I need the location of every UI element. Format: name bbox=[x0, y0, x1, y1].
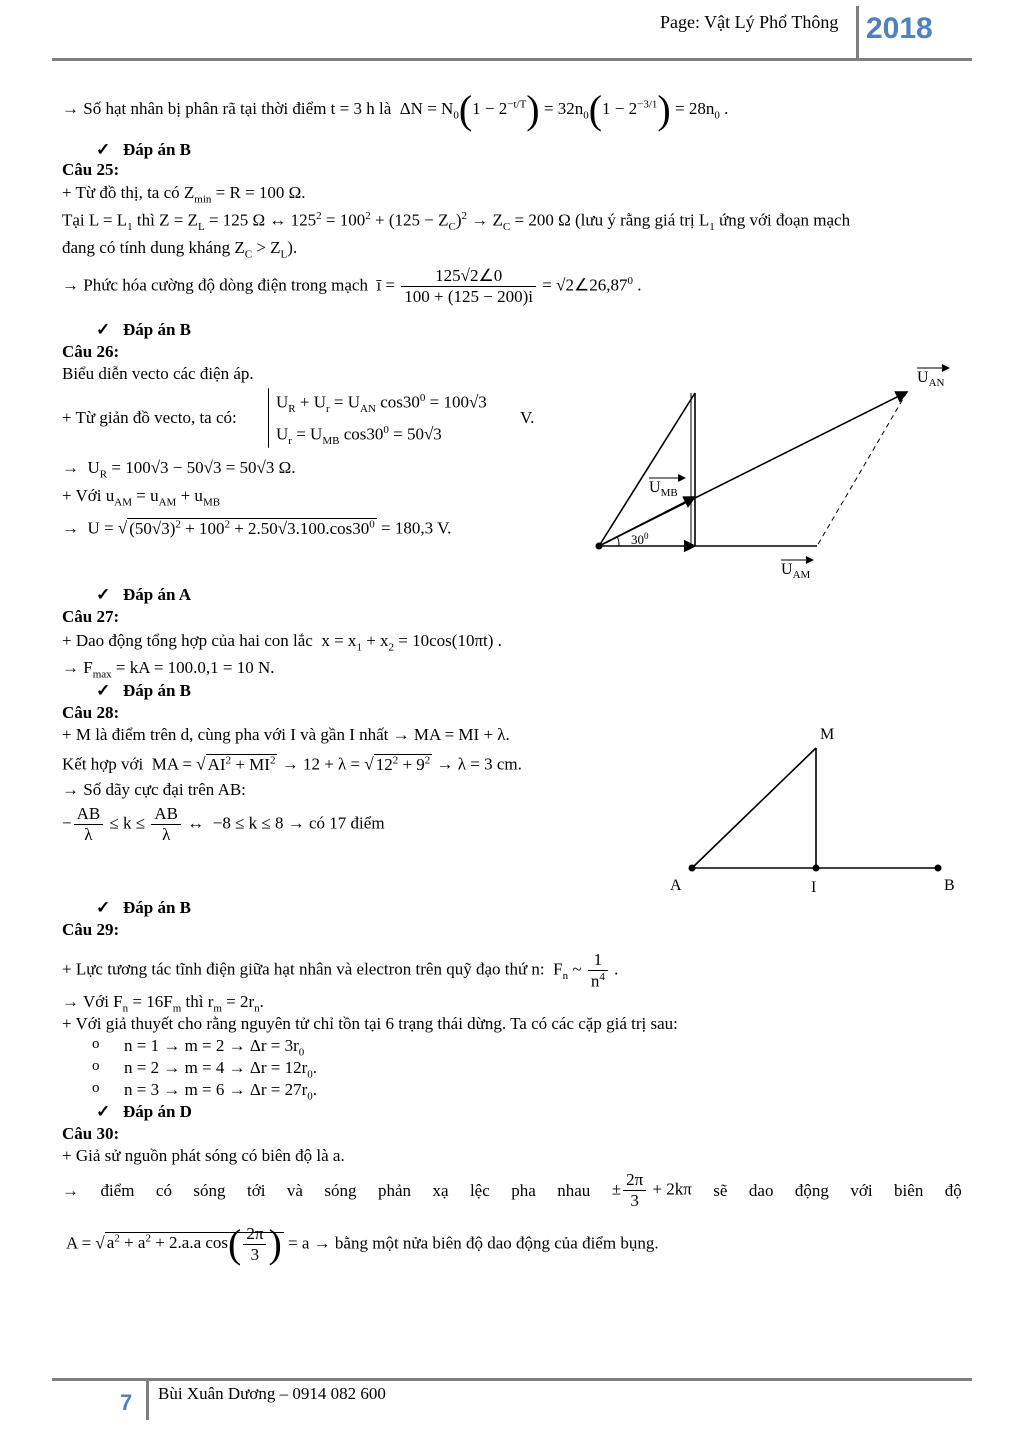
vector-ur-ab bbox=[599, 393, 695, 546]
header-year: 2018 bbox=[866, 12, 933, 45]
q26-title: Câu 26: bbox=[62, 342, 120, 361]
q27-title: Câu 27: bbox=[62, 607, 120, 626]
q30-line1: + Giả sử nguồn phát sóng có biên độ là a. bbox=[62, 1146, 345, 1165]
q29-title: Câu 29: bbox=[62, 920, 120, 939]
q26-line3: → $U_R = 100√3 - 50√3 = 50√3$ Ω. bbox=[62, 458, 296, 481]
q26-system-eq1: $U_R + U_r = U_{AN}$ $\cos 30^0 = 100√3$ bbox=[276, 392, 487, 416]
q28-line3: → Số dãy cực đại trên AB: bbox=[62, 780, 246, 799]
footer-divider bbox=[146, 1380, 149, 1420]
q30-title: Câu 30: bbox=[62, 1124, 120, 1143]
q29-line2: → Với $F_n = 16F_m$ thì $r_m = 2r_n$. bbox=[62, 992, 264, 1015]
q26-vector-diagram bbox=[585, 360, 975, 590]
q29-line3: + Với giả thuyết cho rằng nguyên tử chỉ tồn tại 6 trạng thái dừng. Ta có các cặp giá trị sau: bbox=[62, 1014, 678, 1033]
answer-28: ✓ Đáp án B bbox=[96, 898, 192, 917]
footer-rule bbox=[52, 1378, 972, 1381]
label-a: A bbox=[670, 877, 682, 894]
q26-line2: + Từ giản đồ vecto, ta có: bbox=[62, 408, 237, 427]
label-uan: $U_{AN}$ bbox=[917, 369, 945, 389]
q29-line1: + Lực tương tác tĩnh điện giữa hạt nhân và electron trên quỹ đạo thứ n: $F_n$ ~ $\frac{1}{n^4}$ . bbox=[62, 950, 619, 991]
footer-page-number: 7 bbox=[120, 1390, 133, 1415]
q25-title: Câu 25: bbox=[62, 160, 120, 179]
q29-item-1: $n = 1 \to m = 2 \to \Delta r = 3r_0$ bbox=[124, 1036, 305, 1059]
point-i bbox=[813, 865, 820, 872]
q28-title: Câu 28: bbox=[62, 703, 120, 722]
q27-line2: → $F_{max}$ = kA = 100.0,1 = 10 N. bbox=[62, 658, 275, 681]
answer-27: ✓ Đáp án B bbox=[96, 681, 192, 700]
q29-item-2: $n = 2 \to m = 4 \to \Delta r = 12r_0$. bbox=[124, 1058, 317, 1081]
answer-25: ✓ Đáp án B bbox=[96, 320, 192, 339]
q27-line1: + Dao động tổng hợp của hai con lắc $x = x_1 + x_2 = 10\cos(10\pi t)$ . bbox=[62, 631, 502, 654]
label-angle: $30^0$ bbox=[631, 531, 649, 547]
q29-bullet-2: o bbox=[92, 1058, 100, 1074]
q26-unit: V. bbox=[520, 408, 535, 427]
header-page-title: Page: Vật Lý Phổ Thông bbox=[660, 12, 839, 32]
q26-line1: Biểu diễn vecto các điện áp. bbox=[62, 364, 254, 383]
q25-line4: → Phức hóa cường độ dòng điện trong mạch ī = $\frac{125√2\angle 0}{100 + (125 - 200)i}$ = $√2\angle 26,87^0$ . bbox=[62, 266, 642, 306]
answer-29: ✓ Đáp án D bbox=[96, 1102, 192, 1121]
origin-point bbox=[596, 543, 603, 550]
q25-line2: Tại $L = L_1$ thì $Z = Z_L = 125$ Ω ↔ $125^2 = 100^2 + (125 - Z_C)^2 \to Z_C = 200$ Ω (lưu ý rằng giá trị $L_1$ ứng với đoạn mạch bbox=[62, 210, 851, 234]
q26-system-eq2: $U_r = U_{MB}$ $\cos 30^0 = 50√3$ bbox=[276, 424, 442, 448]
q29-item-3: $n = 3 \to m = 6 \to \Delta r = 27r_0$. bbox=[124, 1080, 317, 1103]
label-umb: $U_{MB}$ bbox=[649, 479, 678, 499]
header-divider bbox=[856, 6, 859, 58]
label-b: B bbox=[944, 877, 955, 894]
header-rule bbox=[52, 58, 972, 61]
q26-line5: → U = √ $(50√3)^2 + 100^2 + 2.50√3.100.\cos 30^0 = 180,3$ V. bbox=[62, 518, 452, 538]
q24-result-line: → Số hạt nhân bị phân rã tại thời điểm t = 3 h là $\Delta N = N_0(1 - 2^{-t/T}) = 32n_0(1 - 2^{-3/1}) = 28n_0$ . bbox=[62, 87, 729, 132]
q29-bullet-1: o bbox=[92, 1036, 100, 1052]
footer-author: Bùi Xuân Dương – 0914 082 600 bbox=[158, 1384, 386, 1403]
answer-24: ✓ Đáp án B bbox=[96, 140, 192, 159]
label-uam: $U_{AM}$ bbox=[781, 561, 811, 581]
q26-system-brace bbox=[268, 388, 269, 448]
label-i: I bbox=[811, 879, 817, 896]
q29-bullet-3: o bbox=[92, 1080, 100, 1096]
point-b bbox=[935, 865, 942, 872]
q28-line1: + M là điểm trên d, cùng pha với I và gần I nhất → MA = MI + λ. bbox=[62, 725, 510, 744]
q28-geometry-diagram bbox=[660, 720, 980, 900]
q28-line4: − $\frac{AB}{\lambda}$ ≤ k ≤ $\frac{AB}{\lambda}$ ↔ −8 ≤ k ≤ 8 → có 17 điểm bbox=[62, 804, 385, 844]
segment-am bbox=[692, 748, 816, 868]
label-m: M bbox=[820, 726, 835, 743]
answer-26: ✓ Đáp án A bbox=[96, 585, 192, 604]
q28-line2: Kết hợp với MA = √ $AI^2 + MI^2 \to 12 + \lambda$ = √ $12^2 + 9^2 \to \lambda = 3$ cm. bbox=[62, 754, 522, 774]
q25-line3: đang có tính dung kháng $Z_C > Z_L$). bbox=[62, 238, 298, 261]
q25-line1: + Từ đồ thị, ta có $Z_{min} = R = 100$ Ω. bbox=[62, 183, 306, 206]
q30-line2: → điểm có sóng tới và sóng phản xạ lệc pha nhau ± $\frac{2\pi}{3}$ + 2kπ sẽ dao động với biên độ bbox=[62, 1170, 962, 1210]
point-a bbox=[689, 865, 696, 872]
q30-line3: A = √ $a^2 + a^2 + 2.a.a$ cos( $\frac{2\pi}{3}$ ) = a → bằng một nửa biên độ dao động của điểm bụng. bbox=[66, 1221, 659, 1267]
angle-arc bbox=[617, 536, 619, 546]
q26-line4: + Với $u_{AM} = u_{AM} + u_{MB}$ bbox=[62, 486, 221, 509]
